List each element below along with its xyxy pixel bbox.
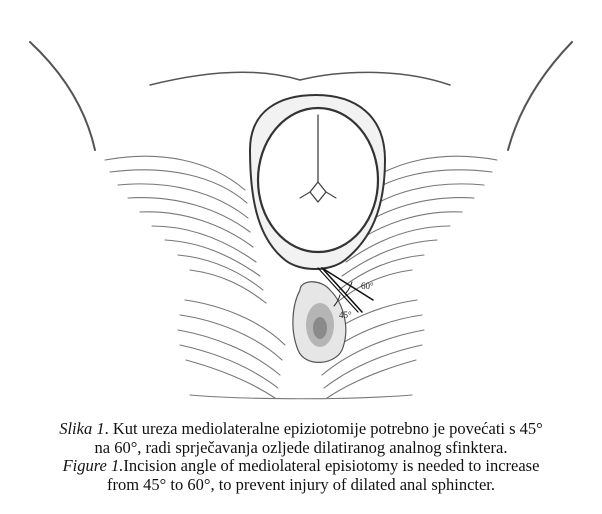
caption-en-line1 xyxy=(0,457,602,476)
caption-en-line2: from 45° to 60°, to prevent injury of dilated anal sphincter. xyxy=(106,474,496,494)
caption-hr-text1: . Kut ureza mediolateralne epiziotomije potrebno je povećati s 45° xyxy=(104,419,543,438)
caption-hr-line2: na 60°, radi sprječavanja ozljede dilatiranog analnog sfinktera. xyxy=(94,437,508,457)
figure-caption xyxy=(0,420,602,494)
left-thigh-line xyxy=(30,42,95,150)
angle-label-60: 60° xyxy=(361,281,374,291)
right-thigh-line xyxy=(508,42,572,150)
abdomen-line xyxy=(150,72,450,85)
caption-en-text1: Incision angle of mediolateral episiotomy is needed to increase xyxy=(123,456,540,475)
caption-en-label: Figure 1. xyxy=(62,456,124,475)
caption-hr-label: Slika 1 xyxy=(59,419,105,438)
caption-hr-line1 xyxy=(0,420,602,439)
angle-label-45: 45° xyxy=(339,310,352,320)
